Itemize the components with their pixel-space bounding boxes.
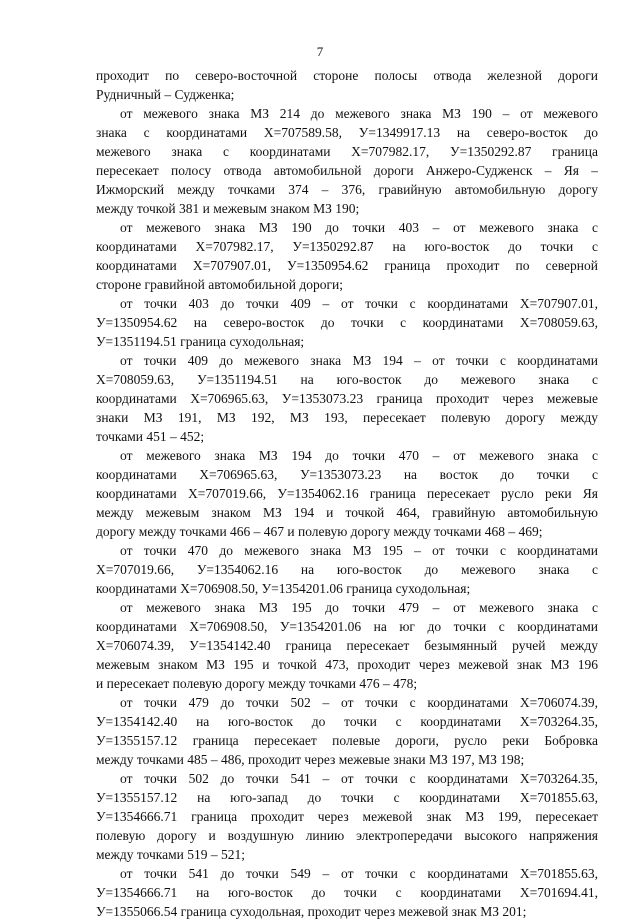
text-line: между точкой 381 и межевым знаком МЗ 190; — [96, 201, 360, 216]
text-line: знака с координатами Х=707589.58, У=1349917.13 на северо-восток до — [96, 125, 598, 140]
text-line: точками 451 – 452; — [96, 429, 205, 444]
text-line: от точки 470 до межевого знака МЗ 195 – от точки с координатами — [120, 543, 598, 558]
text-line: проходит по северо-восточной стороне полосы отвода железной дороги — [96, 68, 598, 83]
text-line: У=1355157.12 на юго-запад до точки с координатами Х=701855.63, — [96, 790, 598, 805]
text-line: У=1354666.71 граница проходит через межевой знак МЗ 199, пересекает — [96, 809, 598, 824]
text-line: У=1354666.71 на юго-восток до точки с координатами Х=701694.41, — [96, 885, 598, 900]
text-line: координатами Х=706908.50, У=1354201.06 на юг до точки с координатами — [96, 619, 598, 634]
text-line: координатами Х=706965.63, У=1353073.23 граница проходит через межевые — [96, 391, 598, 406]
text-line: межевого знака с координатами Х=707982.17, У=1350292.87 граница — [96, 144, 598, 159]
text-line: координатами Х=706965.63, У=1353073.23 на восток до точки с — [96, 467, 598, 482]
text-line: координатами Х=706908.50, У=1354201.06 граница суходольная; — [96, 581, 471, 596]
text-line: от точки 541 до точки 549 – от точки с координатами Х=701855.63, — [120, 866, 598, 881]
text-line: от межевого знака МЗ 194 до точки 470 – от межевого знака с — [120, 448, 598, 463]
text-line: от межевого знака МЗ 214 до межевого знака МЗ 190 – от межевого — [120, 106, 598, 121]
text-line: У=1350954.62 на северо-восток до точки с координатами Х=708059.63, — [96, 315, 598, 330]
text-line: координатами Х=707907.01, У=1350954.62 граница проходит по северной — [96, 258, 598, 273]
text-line: от межевого знака МЗ 190 до точки 403 – от межевого знака с — [120, 220, 598, 235]
text-line: от точки 479 до точки 502 – от точки с координатами Х=706074.39, — [120, 695, 598, 710]
text-line: Х=707019.66, У=1354062.16 на юго-восток до межевого знака с — [96, 562, 598, 577]
text-line: от точки 403 до точки 409 – от точки с координатами Х=707907.01, — [120, 296, 598, 311]
text-line: от межевого знака МЗ 195 до точки 479 – от межевого знака с — [120, 600, 598, 615]
text-line: от точки 502 до точки 541 – от точки с координатами Х=703264.35, — [120, 771, 598, 786]
text-line: от точки 409 до межевого знака МЗ 194 – от точки с координатами — [120, 353, 598, 368]
text-line: дорогу между точками 466 – 467 и полевую дорогу между точками 468 – 469; — [96, 524, 543, 539]
text-line: У=1354142.40 на юго-восток до точки с координатами Х=703264.35, — [96, 714, 598, 729]
text-line: Х=708059.63, У=1351194.51 на юго-восток до межевого знака с — [96, 372, 598, 387]
text-line: Рудничный – Судженка; — [96, 87, 235, 102]
text-line: и пересекает полевую дорогу между точками 476 – 478; — [96, 676, 418, 691]
text-line: координатами Х=707982.17, У=1350292.87 на юго-восток до точки с — [96, 239, 598, 254]
text-line: У=1351194.51 граница суходольная; — [96, 334, 305, 349]
text-line: полевую дорогу и воздушную линию электропередачи высокого напряжения — [96, 828, 598, 843]
text-line: Ижморский между точками 374 – 376, гравийную автомобильную дорогу — [96, 182, 598, 197]
page-number: 7 — [316, 44, 324, 59]
text-line: координатами Х=707019.66, У=1354062.16 граница пересекает русло реки Яя — [96, 486, 598, 501]
text-line: У=1355066.54 граница суходольная, проходит через межевой знак МЗ 201; — [96, 904, 527, 919]
text-line: Х=706074.39, У=1354142.40 граница пересекает безымянный ручей между — [96, 638, 598, 653]
text-line: между точками 485 – 486, проходит через межевые знаки МЗ 197, МЗ 198; — [96, 752, 525, 767]
text-line: пересекает полосу отвода автомобильной дороги Анжеро-Судженск – Яя – — [96, 163, 598, 178]
text-line: У=1355157.12 граница пересекает полевые дороги, русло реки Бобровка — [96, 733, 598, 748]
text-line: между межевым знаком МЗ 194 и точкой 464, гравийную автомобильную — [96, 505, 598, 520]
text-line: стороне гравийной автомобильной дороги; — [96, 277, 343, 292]
text-line: между точками 519 – 521; — [96, 847, 246, 862]
text-line: межевым знаком МЗ 195 и точкой 473, проходит через межевой знак МЗ 196 — [96, 657, 598, 672]
text-line: знаки МЗ 191, МЗ 192, МЗ 193, пересекает полевую дорогу между — [96, 410, 598, 425]
